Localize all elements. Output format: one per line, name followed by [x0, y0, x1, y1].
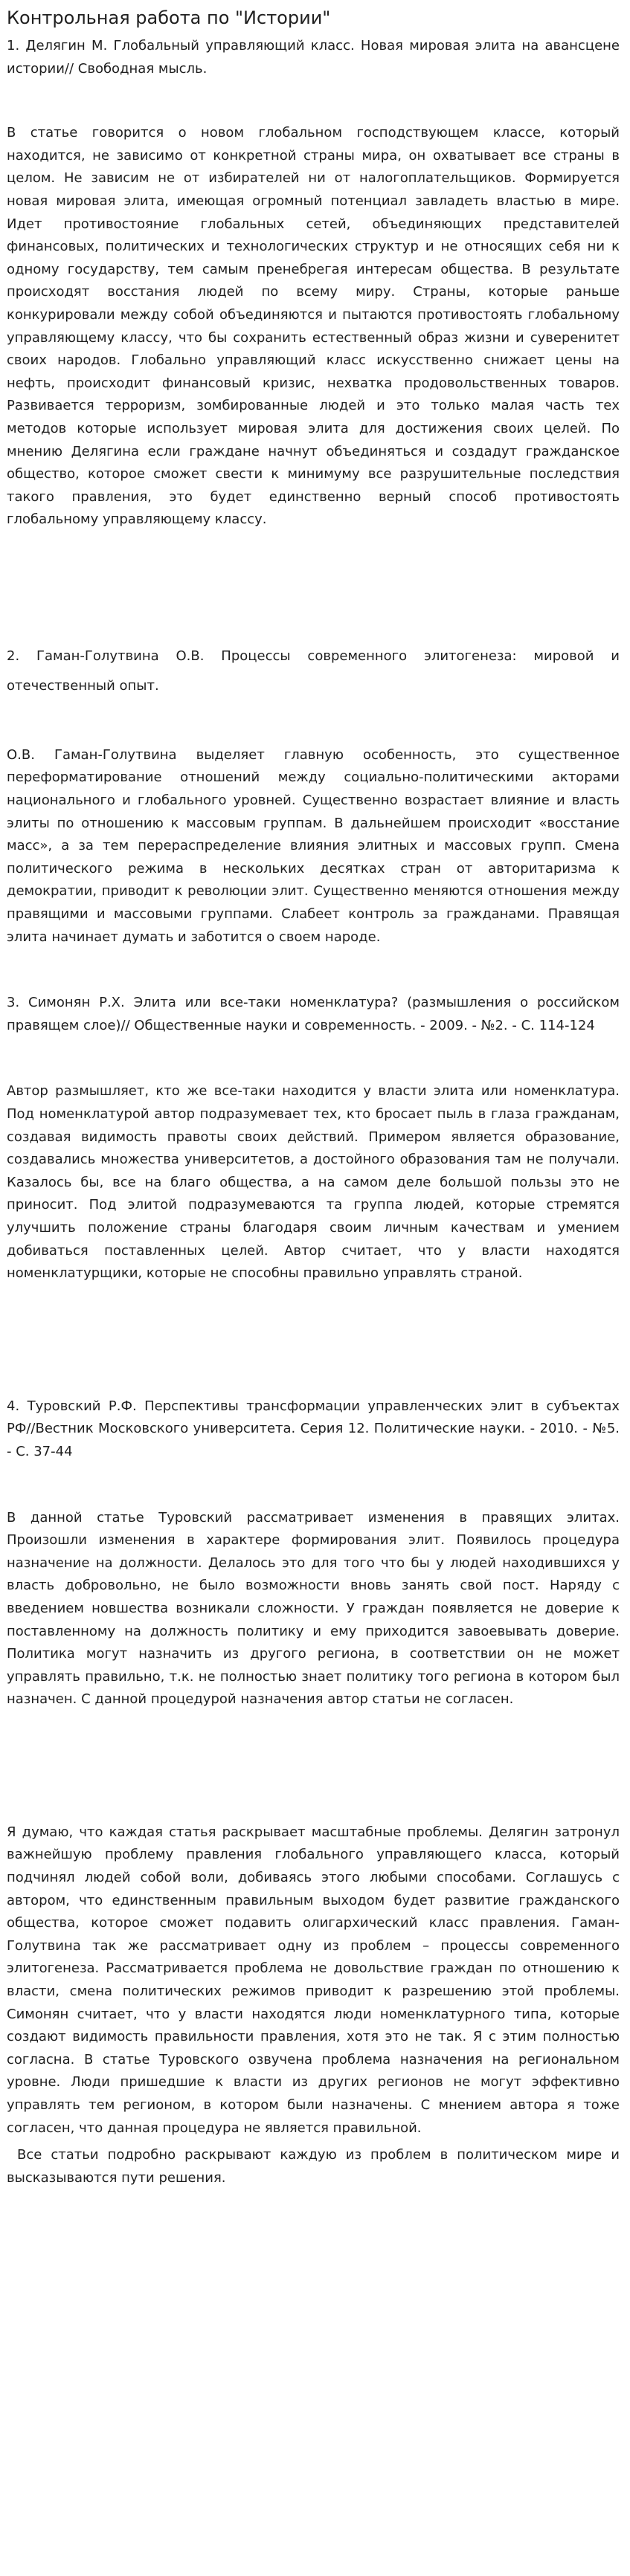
spacer	[7, 1037, 620, 1080]
summary-1: В статье говорится о новом глобальном господствующем классе, который находится, не зависимо от конкретной страны мира, он охватывает все страны в целом. Не зависим не от избирателей ни от налогоплательщиков. Формируется новая мировая элита, имеющая огромный потенциал завладеть властью в мире. Идет противостояние глобальных сетей, объединяющих представителей финансовых, политических и технологических структур и не относящих себя ни к одному государству, тем самым пренебрегая интересам общества. В результате происходят восстания людей по всему миру. Страны, которые раньше конкурировали между собой объединяются и пытаются противостоять глобальному управляющему классу, что бы сохранить естественный образ жизни и суверенитет своих народов. Глобально управляющий класс искусственно снижает цены на нефть, происходит финансовый кризис, нехватка продовольственных товаров. Развивается терроризм, зомбированные людей и это только малая часть тех методов которые использует мировая элита для достижения своих целей. По мнению Делягина если граждане начнут объединяться и создадут гражданское общество, которое сможет свести к минимуму все разрушительные последствия такого правления, это будет единственно верный способ противостоять глобальному управляющему классу.	[7, 125, 620, 528]
document	[7, 0, 620, 2189]
spacer	[7, 701, 620, 744]
reference-1: 1. Делягин М. Глобальный управляющий класс. Новая мировая элита на авансцене истории// Свободная мысль.	[7, 38, 620, 77]
spacer	[7, 949, 620, 992]
spacer	[7, 80, 620, 122]
reference-2: 2. Гаман-Голутвина О.В. Процессы современного элитогенеза: мировой и отечественный опыт.	[7, 648, 620, 694]
page-title: Контрольная работа по "Истории"	[7, 7, 331, 28]
final-paragraph: Все статьи подробно раскрывают каждую из проблем в политическом мире и высказываются пути решения.	[7, 2147, 620, 2186]
spacer	[7, 532, 620, 642]
summary-2: О.В. Гаман-Голутвина выделяет главную особенность, это существенное переформатирование отношений между социально-политическими акторами национального и глобального уровней. Существенно возрастает влияние и власть элиты по отношению к массовым группам. В дальнейшем происходит «восстание масс», а за тем перераспределение влияния элитных и массовых групп. Смена политического режима в нескольких десятках стран от авторитаризма к демократии, приводит к революции элит. Существенно меняются отношения между правящими и массовыми группами. Слабеет контроль за гражданами. Правящая элита начинает думать и заботится о своем народе.	[7, 746, 620, 945]
summary-4: В данной статье Туровский рассматривает изменения в правящих элитах. Произошли изменения в характере формирования элит. Появилось процедура назначение на должности. Делалось это для того что бы у людей находившихся у власть добровольно, не было возможности вновь занять свой пост. Наряду с введением новшества возникали сложности. У граждан появляется не доверие к поставленному на должность политику и ему приходится завоевывать доверие. Политика могут назначить из другого региона, в соответствии он не может управлять правильно, т.к. не полностью знает политику того региона в котором был назначен. С данной процедурой назначения автор статьи не согласен.	[7, 1509, 620, 1708]
spacer	[7, 1285, 620, 1395]
reference-4: 4. Туровский Р.Ф. Перспективы трансформации управленческих элит в субъектах РФ//Вестник Московского университета. Серия 12. Политические науки. - 2010. - №5. - С. 37-44	[7, 1398, 620, 1459]
summary-3: Автор размышляет, кто же все-таки находится у власти элита или номенклатура. Под номенклатурой автор подразумевает тех, кто бросает пыль в глаза гражданам, создавая видимость правоты своих действий. Примером является образование, создавались множества университетов, а достойного образования там не получали. Казалось бы, все на благо общества, а на самом деле большой пользы это не приносит. Под элитой подразумеваются та группа людей, которые стремятся улучшить положение страны благодаря своим личным качествам и умением добиваться поставленных целей. Автор считает, что у власти находятся номенклатурщики, которые не способны правильно управлять страной.	[7, 1083, 620, 1282]
spacer	[7, 1464, 620, 1507]
spacer	[7, 1711, 620, 1821]
conclusion-paragraph: Я думаю, что каждая статья раскрывает масштабные проблемы. Делягин затронул важнейшую проблему правления глобального управляющего класса, который подчинял людей собой воли, добиваясь этого любыми способами. Соглашусь с автором, что единственным правильным выходом будет развитие гражданского общества, которое сможет подавить олигархический класс правления. Гаман-Голутвина так же рассматривает одну из проблем – процессы современного элитогенеза. Рассматривается проблема не довольствие граждан по отношению к власти, смена политических режимов приводит к разрешению этой проблемы. Симонян считает, что у власти находятся люди номенклатурного типа, которые создают видимость правильности правления, хотя это не так. Я с этим полностью согласна. В статье Туровского озвучена проблема назначения на региональном уровне. Люди пришедшие к власти из других регионов не могут эффективно управлять тем регионом, в котором были назначены. С мнением автора я тоже согласен, что данная процедура не является правильной.	[7, 1824, 620, 2136]
reference-3: 3. Симонян Р.Х. Элита или все-таки номенклатура? (размышления о российском правящем слое)// Общественные науки и современность. - 2009. - №2. - С. 114-124	[7, 995, 620, 1033]
